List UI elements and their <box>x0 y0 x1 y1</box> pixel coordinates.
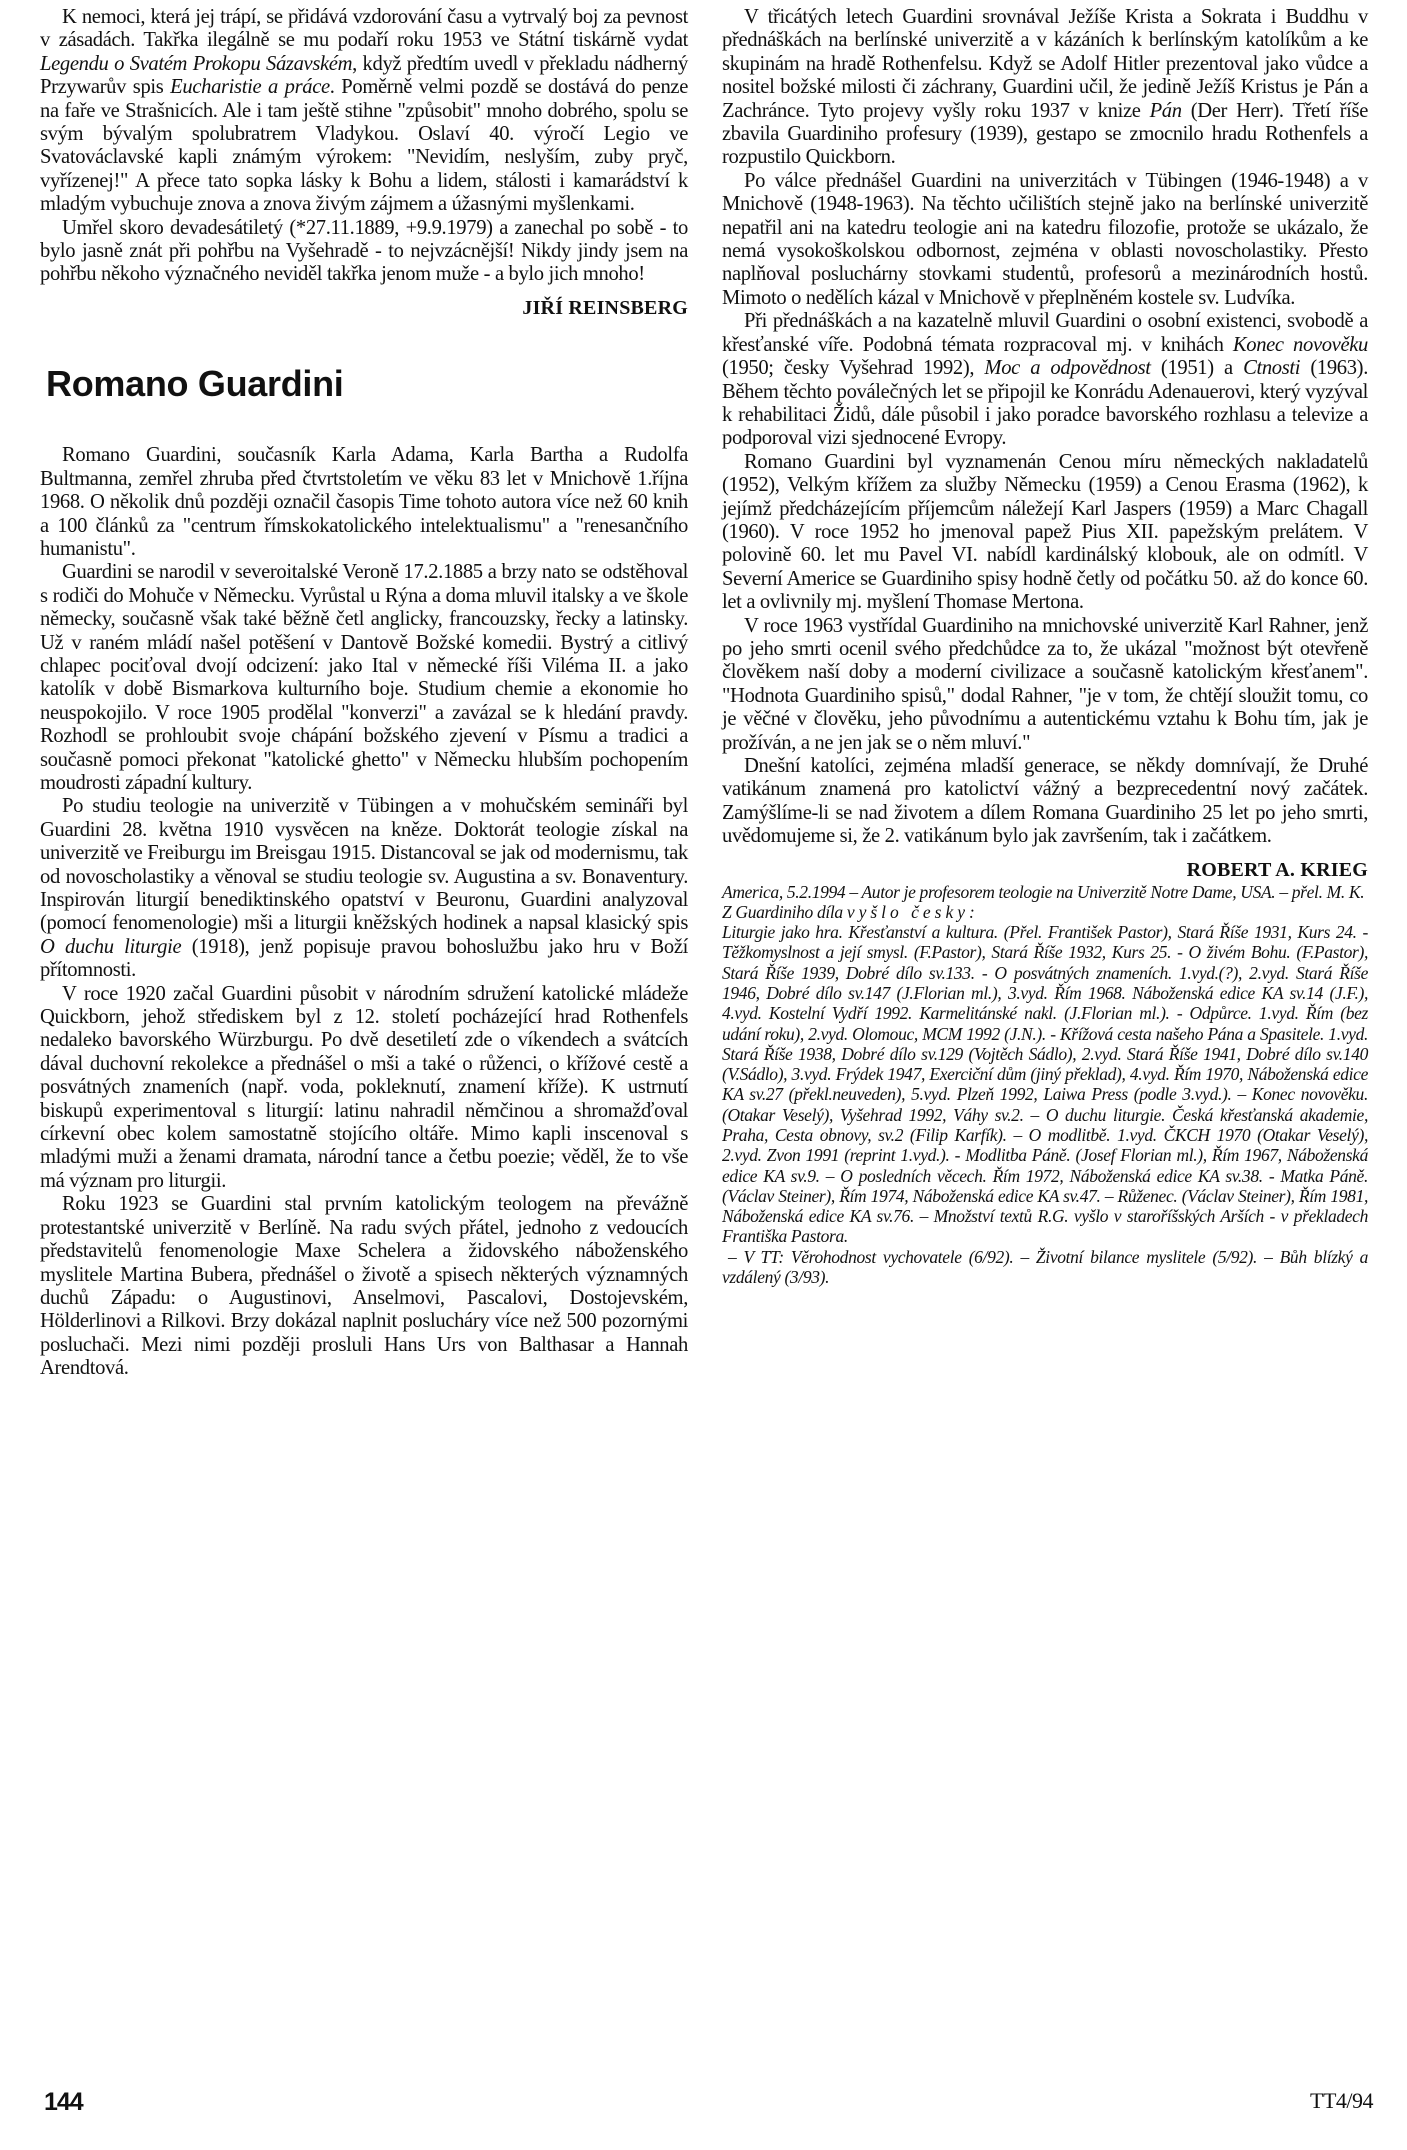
paragraph: Romano Guardini, současník Karla Adama, Karla Bartha a Rudolfa Bultmanna, zemřel zhruba před čtvrtstoletím ve věku 83 let v Mnichově 1.října 1968. O několik dnů později označil časopis Time tohoto autora více než 60 knih a 100 článků za "centrum římskokatolického intelektualismu" a "renesančního humanistu". <box>40 444 688 560</box>
italic-title: O duchu liturgie <box>40 935 182 958</box>
article-body-right <box>722 6 1368 849</box>
bibliography-list: Liturgie jako hra. Křesťanství a kultura. (Přel. František Pastor), Stará Říše 1931, Kurs 24. - Těžkomyslnost a její smysl. (F.Pastor), Stará Říše 1932, Kurs 25. - O živém Bohu. (F.Pastor), Stará Říše 1939, Dobré dílo sv.133. - O posvátných znameních. 1.vyd.(?), 2.vyd. Stará Říše 1946, Dobré dílo sv.147 (J.Florian ml.), 3.vyd. Řím 1968. Náboženská edice KA sv.14 (J.F.), 4.vyd. Kostelní Vydří 1992. Karmelitánské nakl. (J.Florian ml.). - Odpůrce. 1.vyd. Řím (bez udání roku), 2.vyd. Olomouc, MCM 1992 (J.N.). - Křížová cesta našeho Pána a Spasitele. 1.vyd. Stará Říše 1938, Dobré dílo sv.129 (Vojtěch Sádlo), 2.vyd. Stará Říše 1941, Dobré dílo sv.140 (V.Sádlo), 3.vyd. Frýdek 1947, Exerciční dům (jiný překlad), 4.vyd. Řím 1970, Náboženská edice KA sv.27 (překl.neuveden), 5.vyd. Plzeň 1992, Laiwa Press (podle 3.vyd.). – Konec novověku. (Otakar Veselý), Vyšehrad 1992, Váhy sv.2. – O duchu liturgie. Česká křesťanská akademie, Praha, Cesta obnovy, sv.2 (Filip Karfík). – O modlitbě. 1.vyd. ČKCH 1970 (Otakar Veselý), 2.vyd. Zvon 1991 (reprint 1.vyd.). - Modlitba Páně. (Josef Florian ml.), Řím 1967, Náboženská edice KA sv.9. – O posledních věcech. Řím 1972, Náboženská edice KA sv.38. - Matka Páně. (Václav Steiner), Řím 1974, Náboženská edice KA sv.47. – Růženec. (Václav Steiner), Řím 1981, Náboženská edice KA sv.76. – Množství textů R.G. vyšlo v staroříšských Arších - v překladech Františka Pastora. <box>722 922 1368 1247</box>
paragraph: Romano Guardini byl vyznamenán Cenou míru německých nakladatelů (1952), Velkým křížem za služby Německu (1959) a Cenou Erasma (1962), k jejímž předcházejícím příjemcům náležejí Karl Jaspers (1959) a Marc Chagall (1960). V roce 1952 ho jmenoval papež Pius XII. papežským prelátem. V polovině 60. let mu Pavel VI. nabídl kardinálský klobouk, ale on odmítl. V Severní Americe se Guardiniho spisy hodně četly od počátku 50. až do konce 60. let a ovlivnily mj. myšlení Thomase Mertona. <box>722 450 1368 614</box>
left-column <box>40 6 688 1381</box>
article-headline: Romano Guardini <box>46 363 344 405</box>
paragraph: Po studiu teologie na univerzitě v Tübingen a v mohučském semináři byl Guardini 28. května 1910 vysvěcen na kněze. Doktorát teologie získal na univerzitě ve Freiburgu im Breisgau 1915. Distancoval se jak od modernismu, tak od novoscholastiky a věnoval se studiu teologie sv. Augustina a sv. Bonaventury. Inspirován liturgií benediktinského opatství v Beuronu, Guardini analyzoval (pomocí fenomenologie) mši a liturgii kněžských hodinek a napsal klasický spis O duchu liturgie (1918), jenž popisuje pravou bohoslužbu jako hru v Boží přítomnosti. <box>40 795 688 982</box>
paragraph: K nemoci, která jej trápí, se přidává vzdorování času a vytrvalý boj za pevnost v zásadách. Takřka ilegálně se mu podaří roku 1953 ve Státní tiskárně vydat Legendu o Svatém Prokopu Sázavském, když předtím uvedl v překladu nádherný Przywarův spis Eucharistie a práce. Poměrně velmi pozdě se dostává do penze na faře ve Strašnicích. Ale i tam ještě stihne "způsobit" mnoho dobrého, spolu se svým bývalým spolubratrem Vladykou. Oslaví 40. výročí Legio ve Svatováclavské kapli známým výrokem: "Nevidím, neslyším, zuby pryč, vyřízenej!" A přece tato sopka lásky k Bohu a lidem, stálosti i kamarádství k mladým vybuchuje znova a znova živým zájmem a úžasnými myšlenkami. <box>40 6 688 216</box>
italic-title: Moc a odpovědnost <box>984 357 1151 380</box>
source-note: America, 5.2.1994 – Autor je profesorem teologie na Univerzitě Notre Dame, USA. – přel. M. K. <box>722 882 1365 903</box>
paragraph: Po válce přednášel Guardini na univerzitách v Tübingen (1946-1948) a v Mnichově (1948-1963). Na těchto učilištích stejně jako na berlínské univerzitě nepatřil ani na katedru teologie ani na katedru filozofie, protože se ukázalo, že nemá vysokoškolskou odbornost, zejména v oblasti novoscholastiky. Přesto naplňoval posluchárny stovkami studentů, profesorů a mezinárodních hostů. Mimoto o nedělích kázal v Mnichově v přeplněném kostele sv. Ludvíka. <box>722 169 1368 309</box>
italic-title: Ctnosti <box>1243 357 1301 380</box>
paragraph: V roce 1920 začal Guardini působit v národním sdružení katolické mládeže Quickborn, jehož střediskem byl z 12. století pocházející hrad Rothenfels nedaleko bavorského Würzburgu. Po dvě desetiletí zde o víkendech a svátcích dával duchovní rekolekce a přednášel o mši a také o růženci, o křížové cestě a posvátných znameních (např. voda, pokleknutí, znamení kříže). K ustrnutí biskupů experimentoval s liturgií: latinu nahradil němčinou a shromažďoval církevní obec kolem samostatně stojícího oltáře. Mimo kapli inscenoval s mladými muži a ženami dramata, národní tance a četbu poezie; věděl, že to vše má význam pro liturgii. <box>40 982 688 1192</box>
paragraph: Umřel skoro devadesátiletý (*27.11.1889, +9.9.1979) a zanechal po sobě - to bylo jasně znát při pohřbu na Vyšehradě - to nejvzácnější! Nikdy jindy jsem na pohřbu někoho význačného neviděl takřka jenom muže - a bylo jich mnoho! <box>40 216 688 286</box>
article-body-left <box>40 444 688 1380</box>
italic-title: Legendu o Svatém Prokopu Sázavském <box>40 52 353 75</box>
italic-title: Konec novověku <box>1232 333 1369 356</box>
italic-title: Pán <box>1149 99 1182 122</box>
bibliography-title <box>722 902 1368 922</box>
bibliography-tt-note: – V TT: Věrohodnost vychovatele (6/92). – Životní bilance myslitele (5/92). – Bůh blízký a vzdálený (3/93). <box>722 1246 1368 1288</box>
bibliography-title-spaced: vyšlo česky: <box>846 902 979 923</box>
paragraph: V třicátých letech Guardini srovnával Ježíše Krista a Sokrata i Buddhu v přednáškách na berlínské univerzitě a v kázáních k berlínským katolíkům a ke skupinám na hradě Rothenfelsu. Když se Adolf Hitler prezentoval jako vůdce a nositel božské milosti či záchrany, Guardini učil, že jedině Ježíš Kristus je Pán a Zachránce. Tyto projevy vyšly roku 1937 v knize Pán (Der Herr). Třetí říše zbavila Guardiniho profesury (1939), gestapo se zmocnilo hradu Rothenfels a rozpustilo Quickborn. <box>722 6 1368 169</box>
bibliography-title-prefix: Z Guardiniho díla <box>722 902 847 923</box>
author-signature: ROBERT A. KRIEG <box>1186 858 1368 881</box>
paragraph: V roce 1963 vystřídal Guardiniho na mnichovské univerzitě Karl Rahner, jenž po jeho smrti ocenil svého předchůdce za to, že ukázal "možnost být otevřeně člověkem naší doby a moderní civilizace a současně katolickým křesťanem". "Hodnota Guardiniho spisů," dodal Rahner, "je v tom, že chtějí sloužit tomu, co je věčné v člověku, jeho původnímu a autentickému vztahu k Bohu tím, jak je prožíván, a ne jen jak se o něm mluví." <box>722 614 1368 754</box>
paragraph: Guardini se narodil v severoitalské Veroně 17.2.1885 a brzy nato se odstěhoval s rodiči do Mohuče v Německu. Vyrůstal u Rýna a doma mluvil italsky a ve škole německy, současně však také běžně četl anglicky, francouzsky, řecky a latinsky. Už v raném mládí našel potěšení v Dantově Božské komedii. Bystrý a citlivý chlapec pociťoval dvojí odcizení: jako Ital v německé říši Viléma II. a jako katolík v době Bismarkova kulturního boje. Studium chemie a ekonomie ho neuspokojilo. V roce 1905 prodělal "konverzi" a zavázal se k hledání pravdy. Rozhodl se prohloubit svoje chápání božského zjevení v Písmu a tradici a současně pomoci překonat "katolické ghetto" v Německu hlubším pochopením moudrosti západní kultury. <box>40 561 688 794</box>
paragraph: Dnešní katolíci, zejména mladší generace, se někdy domnívají, že Druhé vatikánum znamená pro katolictví vážný a bezprecedentní nový začátek. Zamýšlíme-li se nad životem a dílem Romana Guardiniho 25 let po jeho smrti, uvědomujeme si, že 2. vatikánum bylo jak završením, tak i začátkem. <box>722 755 1368 848</box>
page-number: 144 <box>44 2088 83 2116</box>
paragraph: Roku 1923 se Guardini stal prvním katolickým teologem na převážně protestantské univerzitě v Berlíně. Na radu svých přátel, jednoho z vedoucích představitelů fenomenologie Maxe Schelera a židovského náboženského myslitele Martina Bubera, přednášel o životě a spisech některých významných duchů Západu: o Augustinovi, Anselmovi, Pascalovi, Dostojevském, Hölderlinovi a Rilkovi. Brzy dokázal naplnit poslucháry více než 500 pozornými posluchači. Mezi nimi později prosluli Hans Urs von Balthasar a Hannah Arendtová. <box>40 1193 688 1380</box>
right-column <box>722 6 1368 1287</box>
continued-article <box>40 6 688 320</box>
author-signature: JIŘÍ REINSBERG <box>522 296 688 319</box>
paragraph: Při přednáškách a na kazatelně mluvil Guardini o osobní existenci, svobodě a křesťanské víře. Podobná témata rozpracoval mj. v knihách Konec novověku (1950; česky Vyšehrad 1992), Moc a odpovědnost (1951) a Ctnosti (1963). Během těchto poválečných let se připojil ke Konrádu Adenauerovi, který vyzýval k rehabilitaci Židů, dále působil i jako poradce bavorského rozhlasu a televize a podporoval vizi sjednocené Evropy. <box>722 310 1369 450</box>
italic-title: Eucharistie a práce <box>170 76 330 99</box>
issue-label: TT4/94 <box>1310 2088 1373 2113</box>
